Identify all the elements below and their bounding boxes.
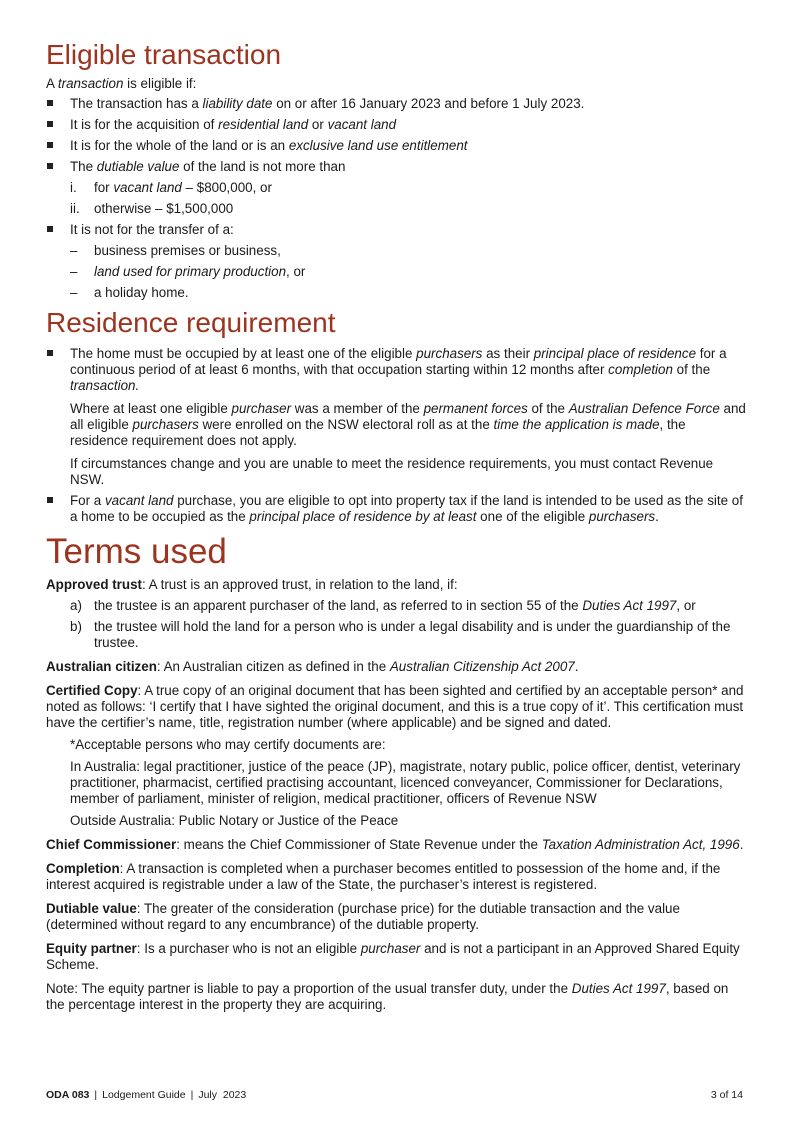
acceptable-persons-australia: In Australia: legal practitioner, justice of the peace (JP), magistrate, notary public, police officer, dentist, veterinary practitioner, pharmacist, certified practising accountant, licenced conveyancer, Commissioner for Declarations, member of parliament, minister of religion, medical practitioner, officers of Revenue NSW <box>70 759 741 806</box>
eligible-criteria-list <box>46 96 746 301</box>
equity-partner-note: Note: The equity partner is liable to pay a proportion of the usual transfer duty, under the Duties Act 1997, based on the percentage interest in the property they are acquiring. <box>46 981 729 1012</box>
list-item: – land used for primary production, or <box>70 264 306 279</box>
heading-residence-requirement: Residence requirement <box>46 307 336 338</box>
acceptable-persons-intro: *Acceptable persons who may certify documents are: <box>70 737 386 752</box>
term-certified-copy: Certified Copy: A true copy of an original document that has been sighted and certified by an acceptable person* and noted as follows: ‘I certify that I have sighted the original document, and this is a true copy of it’. This certification must have the certifier’s name, title, registration number (where applicable) and be signed and dated. *Acceptable persons who may certify documents are: In Australia: legal practitioner, justice of the peace (JP), magistrate, notary public, police officer, dentist, veterinary practitioner, pharmacist, certified practising accountant, licenced conveyancer, Commissioner for Declarations, member of parliament, minister of religion, medical practitioner, officers of Revenue NSW Outside Australia: Public Notary or Justice of the Peace <box>46 683 746 829</box>
list-item: – a holiday home. <box>70 285 189 300</box>
page-number: 3 of 14 <box>710 1089 743 1101</box>
residence-vacant-land: For a vacant land purchase, you are eligible to opt into property tax if the land is intended to be used as the site of a home to be occupied as the principal place of residence by at least one of the eligible purchasers. <box>46 493 746 525</box>
term-completion: Completion: A transaction is completed when a purchaser becomes entitled to possession of the home and, if the interest acquired is registrable under a law of the State, the purchaser’s interest is registered. <box>46 861 721 892</box>
list-item: ii. otherwise – $1,500,000 <box>70 201 234 216</box>
list-item: b) the trustee will hold the land for a person who is under a legal disability and is under the guardianship of the trustee. <box>70 619 731 650</box>
list-item: i. for vacant land – $800,000, or <box>70 180 272 195</box>
eligible-intro: A transaction is eligible if: <box>46 76 197 91</box>
term-dutiable-value: Dutiable value: The greater of the consideration (purchase price) for the dutiable transaction and the value (determined without regard to any encumbrance) of the dutiable property. <box>46 901 680 932</box>
document-date: July 2023 <box>198 1089 247 1101</box>
term-equity-partner: Equity partner: Is a purchaser who is not an eligible purchaser and is not a participant in an Approved Shared Equity Scheme. <box>46 941 740 972</box>
document-title: Lodgement Guide <box>102 1089 186 1101</box>
criterion-not-transfer: It is not for the transfer of a: – business premises or business, – land used for primary production, or – a holiday home. <box>46 222 746 301</box>
term-australian-citizen: Australian citizen: An Australian citizen as defined in the Australian Citizenship Act 2007. <box>46 659 579 674</box>
term-approved-trust: Approved trust: A trust is an approved trust, in relation to the land, if: a) the trustee is an apparent purchaser of the land, as referred to in section 55 of the Duties Act 1997, or b) the trustee will hold the land for a person who is under a legal disability and is under the guardianship of the trustee. <box>46 577 746 651</box>
document-code: ODA 083 <box>46 1089 90 1101</box>
residence-occupation <box>46 346 746 488</box>
criterion-whole-land: It is for the whole of the land or is an exclusive land use entitlement <box>46 138 746 154</box>
dutiable-value-list <box>70 180 746 217</box>
transfer-exclusions-list <box>70 243 746 301</box>
residence-para-2: Where at least one eligible purchaser was a member of the permanent forces of the Australian Defence Force and all eligible purchasers were enrolled on the NSW electoral roll as at the time the application is made, the residence requirement does not apply. <box>70 401 746 448</box>
list-item: – business premises or business, <box>70 243 281 258</box>
heading-eligible-transaction: Eligible transaction <box>46 39 282 70</box>
acceptable-persons-outside: Outside Australia: Public Notary or Justice of the Peace <box>70 813 399 828</box>
residence-list <box>46 346 746 525</box>
page-content <box>46 38 746 1021</box>
list-item: a) the trustee is an apparent purchaser of the land, as referred to in section 55 of the Duties Act 1997, or <box>70 598 696 613</box>
approved-trust-list <box>46 598 746 651</box>
residence-para-3: If circumstances change and you are unable to meet the residence requirements, you must contact Revenue NSW. <box>70 456 714 487</box>
residence-para-1: The home must be occupied by at least one of the eligible purchasers as their principal place of residence for a continuous period of at least 6 months, with that occupation starting within 12 months after completion of the transaction. <box>70 346 727 393</box>
criterion-liability-date: The transaction has a liability date on or after 16 January 2023 and before 1 July 2023. <box>46 96 746 112</box>
criterion-acquisition: It is for the acquisition of residential land or vacant land <box>46 117 746 133</box>
page-footer: ODA 083 | Lodgement Guide | July 2023 3 of 14 <box>46 1089 743 1101</box>
heading-terms-used: Terms used <box>46 532 227 571</box>
criterion-dutiable-value: The dutiable value of the land is not more than i. for vacant land – $800,000, or ii. otherwise – $1,500,000 <box>46 159 746 217</box>
term-chief-commissioner: Chief Commissioner: means the Chief Commissioner of State Revenue under the Taxation Administration Act, 1996. <box>46 837 744 852</box>
